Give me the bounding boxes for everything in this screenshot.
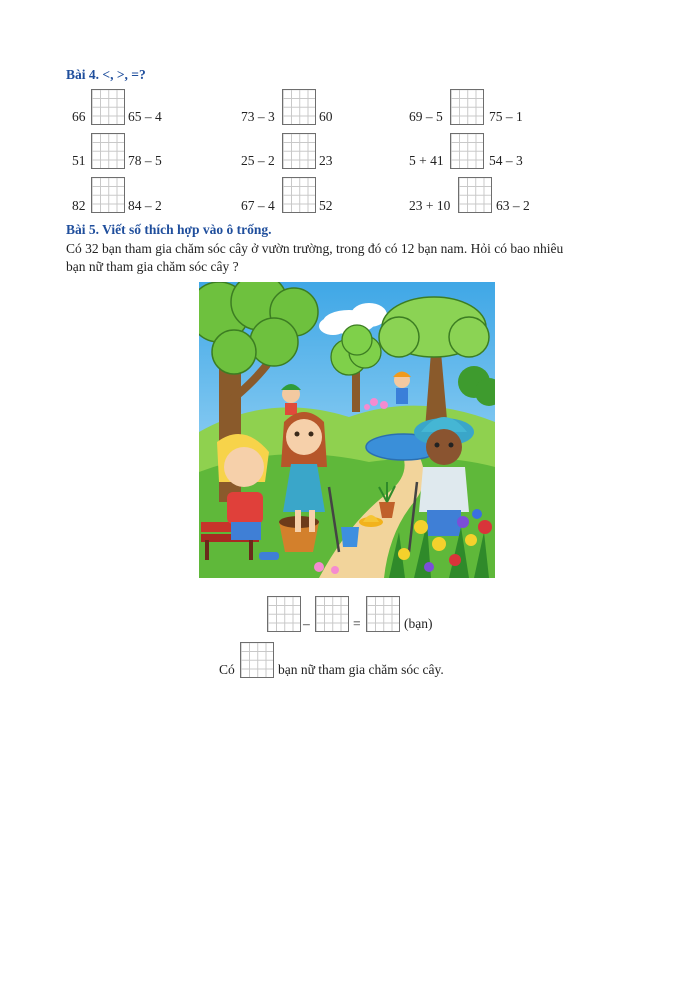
compare-left-r1c1: 66: [72, 109, 86, 124]
compare-left-r2c2: 25 – 2: [241, 153, 275, 168]
unit-label: (bạn): [404, 616, 433, 631]
equation-box-boys[interactable]: [315, 596, 349, 632]
compare-right-r2c3: 54 – 3: [489, 153, 523, 168]
answer-box-r2c2[interactable]: [282, 133, 316, 169]
exercise-4-title: Bài 4. <, >, =?: [66, 67, 146, 82]
answer-box-r3c1[interactable]: [91, 177, 125, 213]
answer-box-r1c2[interactable]: [282, 89, 316, 125]
compare-left-r2c1: 51: [72, 153, 86, 168]
compare-left-r3c2: 67 – 4: [241, 198, 275, 213]
compare-right-r1c2: 60: [319, 109, 333, 124]
answer-box-r3c3[interactable]: [458, 177, 492, 213]
answer-prefix: Có: [219, 662, 235, 677]
answer-box-r2c3[interactable]: [450, 133, 484, 169]
problem-line-1: Có 32 bạn tham gia chăm sóc cây ở vườn trường, trong đó có 12 bạn nam. Hỏi có bao nhiêu: [66, 241, 564, 256]
answer-suffix: bạn nữ tham gia chăm sóc cây.: [278, 662, 444, 677]
answer-box-r1c1[interactable]: [91, 89, 125, 125]
answer-box-girls[interactable]: [240, 642, 274, 678]
answer-box-r3c2[interactable]: [282, 177, 316, 213]
equals-sign: =: [353, 616, 361, 631]
compare-left-r1c2: 73 – 3: [241, 109, 275, 124]
exercise-5-title: Bài 5. Viết số thích hợp vào ô trống.: [66, 222, 272, 237]
answer-box-r2c1[interactable]: [91, 133, 125, 169]
problem-line-2: bạn nữ tham gia chăm sóc cây ?: [66, 259, 239, 274]
answer-box-r1c3[interactable]: [450, 89, 484, 125]
compare-left-r2c3: 5 + 41: [409, 153, 444, 168]
compare-right-r3c2: 52: [319, 198, 333, 213]
minus-sign: –: [303, 616, 310, 631]
compare-left-r1c3: 69 – 5: [409, 109, 443, 124]
equation-box-result[interactable]: [366, 596, 400, 632]
equation-box-total[interactable]: [267, 596, 301, 632]
compare-right-r2c2: 23: [319, 153, 333, 168]
compare-right-r3c1: 84 – 2: [128, 198, 162, 213]
compare-left-r3c1: 82: [72, 198, 86, 213]
compare-right-r1c3: 75 – 1: [489, 109, 523, 124]
compare-right-r2c1: 78 – 5: [128, 153, 162, 168]
garden-illustration: [199, 282, 495, 578]
compare-left-r3c3: 23 + 10: [409, 198, 451, 213]
compare-right-r3c3: 63 – 2: [496, 198, 530, 213]
compare-right-r1c1: 65 – 4: [128, 109, 162, 124]
